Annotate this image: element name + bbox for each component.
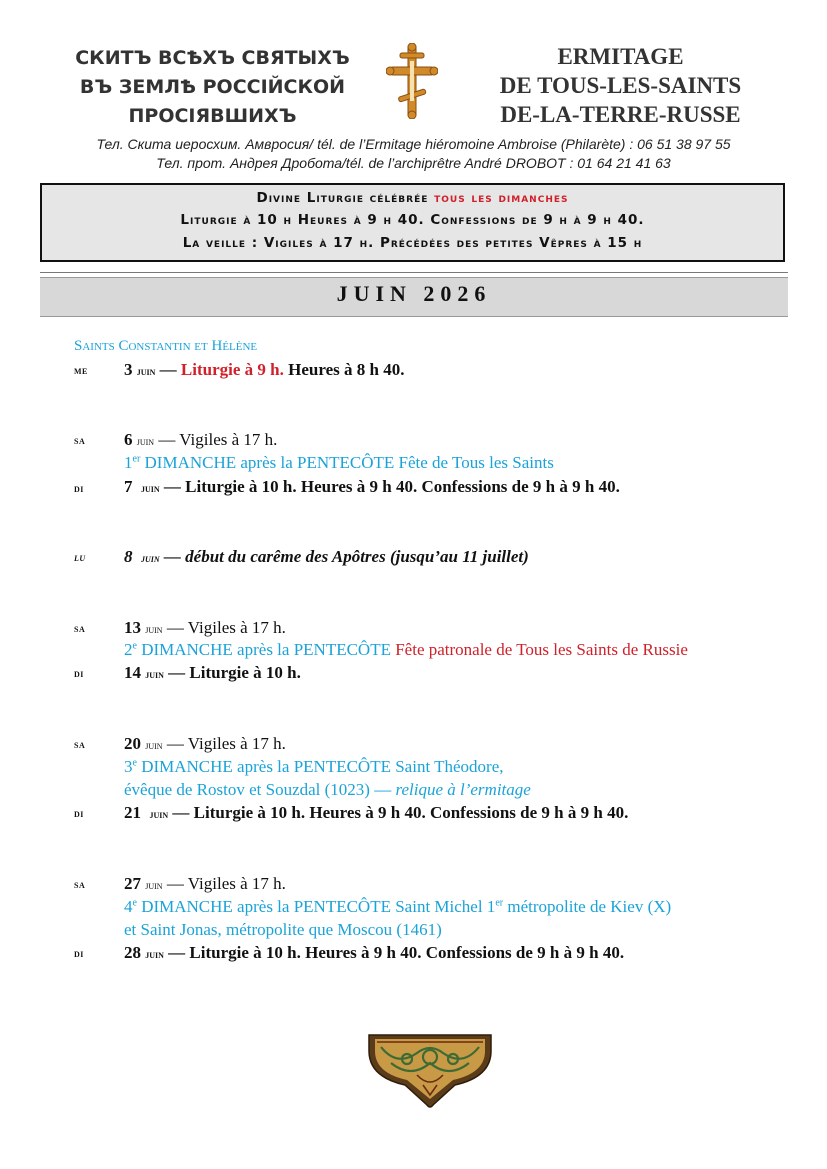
weekday-label: sa	[74, 623, 86, 635]
weekday-label: di	[74, 808, 84, 820]
weekday-label: sa	[74, 879, 86, 891]
month-title: JUIN 2026	[336, 281, 492, 306]
feast-saint-theodore: 3e DIMANCHE après la PENTECÔTE Saint Théodore,	[124, 757, 504, 776]
entry-june-13: 13 juin — Vigiles à 17 h.	[124, 618, 286, 637]
fr-line-1: ERMITAGE	[557, 44, 684, 69]
feast-saint-jonas: et Saint Jonas, métropolite que Moscou (1461)	[124, 920, 442, 939]
feast-saint-theodore-cont: évêque de Rostov et Souzdal (1023) — relique à l’ermitage	[124, 780, 531, 799]
schedule-line-3: La veille : Vigiles à 17 h. Précédées des petites Vêpres à 15 h	[182, 235, 643, 251]
weekday-label: lu	[74, 552, 86, 564]
schedule-line-1: Divine Liturgie célébrée tous les dimanches	[256, 190, 569, 206]
entry-june-20: 20 juin — Vigiles à 17 h.	[124, 734, 286, 753]
feast-all-saints: 1er DIMANCHE après la PENTECÔTE Fête de Tous les Saints	[124, 453, 554, 472]
weekday-label: me	[74, 365, 88, 377]
entry-june-3: 3 juin — Liturgie à 9 h. Heures à 8 h 40.	[124, 360, 405, 379]
feast-russian-saints: 2e DIMANCHE après la PENTECÔTE Fête patronale de Tous les Saints de Russie	[124, 640, 688, 659]
relic-note: relique à l’ermitage	[395, 780, 531, 799]
header-french-title	[488, 42, 753, 129]
schedule-line-2: Liturgie à 10 h Heures à 9 h 40. Confessions de 9 h à 9 h 40.	[180, 212, 645, 228]
header-russian-title	[70, 44, 355, 131]
weekday-label: sa	[74, 435, 86, 447]
ornament-icon	[367, 1033, 493, 1109]
entry-june-21: 21 juin — Liturgie à 10 h. Heures à 9 h 40. Confessions de 9 h à 9 h 40.	[124, 803, 629, 822]
entry-june-6: 6 juin — Vigiles à 17 h.	[124, 430, 278, 449]
feast-constantin-helene: Saints Constantin et Hélène	[74, 338, 258, 354]
entry-june-27: 27 juin — Vigiles à 17 h.	[124, 874, 286, 893]
phone-line-2: Тел. прот. Андрея Дробота/tél. de l’archiprêtre André DROBOT : 01 64 21 41 63	[156, 155, 671, 171]
ru-line-1: СКИТЪ ВСѢХЪ СВЯТЫХЪ	[75, 47, 350, 69]
feast-saint-michel: 4e DIMANCHE après la PENTECÔTE Saint Michel 1er métropolite de Kiev (X)	[124, 897, 672, 916]
fr-line-2: DE TOUS-LES-SAINTS	[499, 73, 742, 98]
entry-june-7: 7 juin — Liturgie à 10 h. Heures à 9 h 40. Confessions de 9 h à 9 h 40.	[124, 477, 620, 496]
entry-june-8: 8 juin — début du carême des Apôtres (jusqu’au 11 juillet)	[124, 547, 529, 566]
ru-line-3: ПРОСІЯВШИХЪ	[128, 105, 297, 127]
entry-june-14: 14 juin — Liturgie à 10 h.	[124, 663, 301, 682]
weekday-label: sa	[74, 739, 86, 751]
sundays-highlight: tous les dimanches	[434, 190, 569, 206]
entry-june-28: 28 juin — Liturgie à 10 h. Heures à 9 h 40. Confessions de 9 h à 9 h 40.	[124, 943, 625, 962]
divider	[40, 272, 788, 273]
phone-line-1: Тел. Скита иеросхим. Амвросия/ tél. de l’Ermitage hiéromoine Ambroise (Philarète) : 06 51 38 97 55	[96, 136, 731, 152]
fr-line-3: DE-LA-TERRE-RUSSE	[500, 102, 741, 127]
ru-line-2: ВЪ ЗЕМЛѢ РОССІЙСКОЙ	[79, 76, 346, 98]
weekday-label: di	[74, 948, 84, 960]
orthodox-cross-icon	[386, 43, 438, 119]
weekday-label: di	[74, 483, 84, 495]
weekday-label: di	[74, 668, 84, 680]
